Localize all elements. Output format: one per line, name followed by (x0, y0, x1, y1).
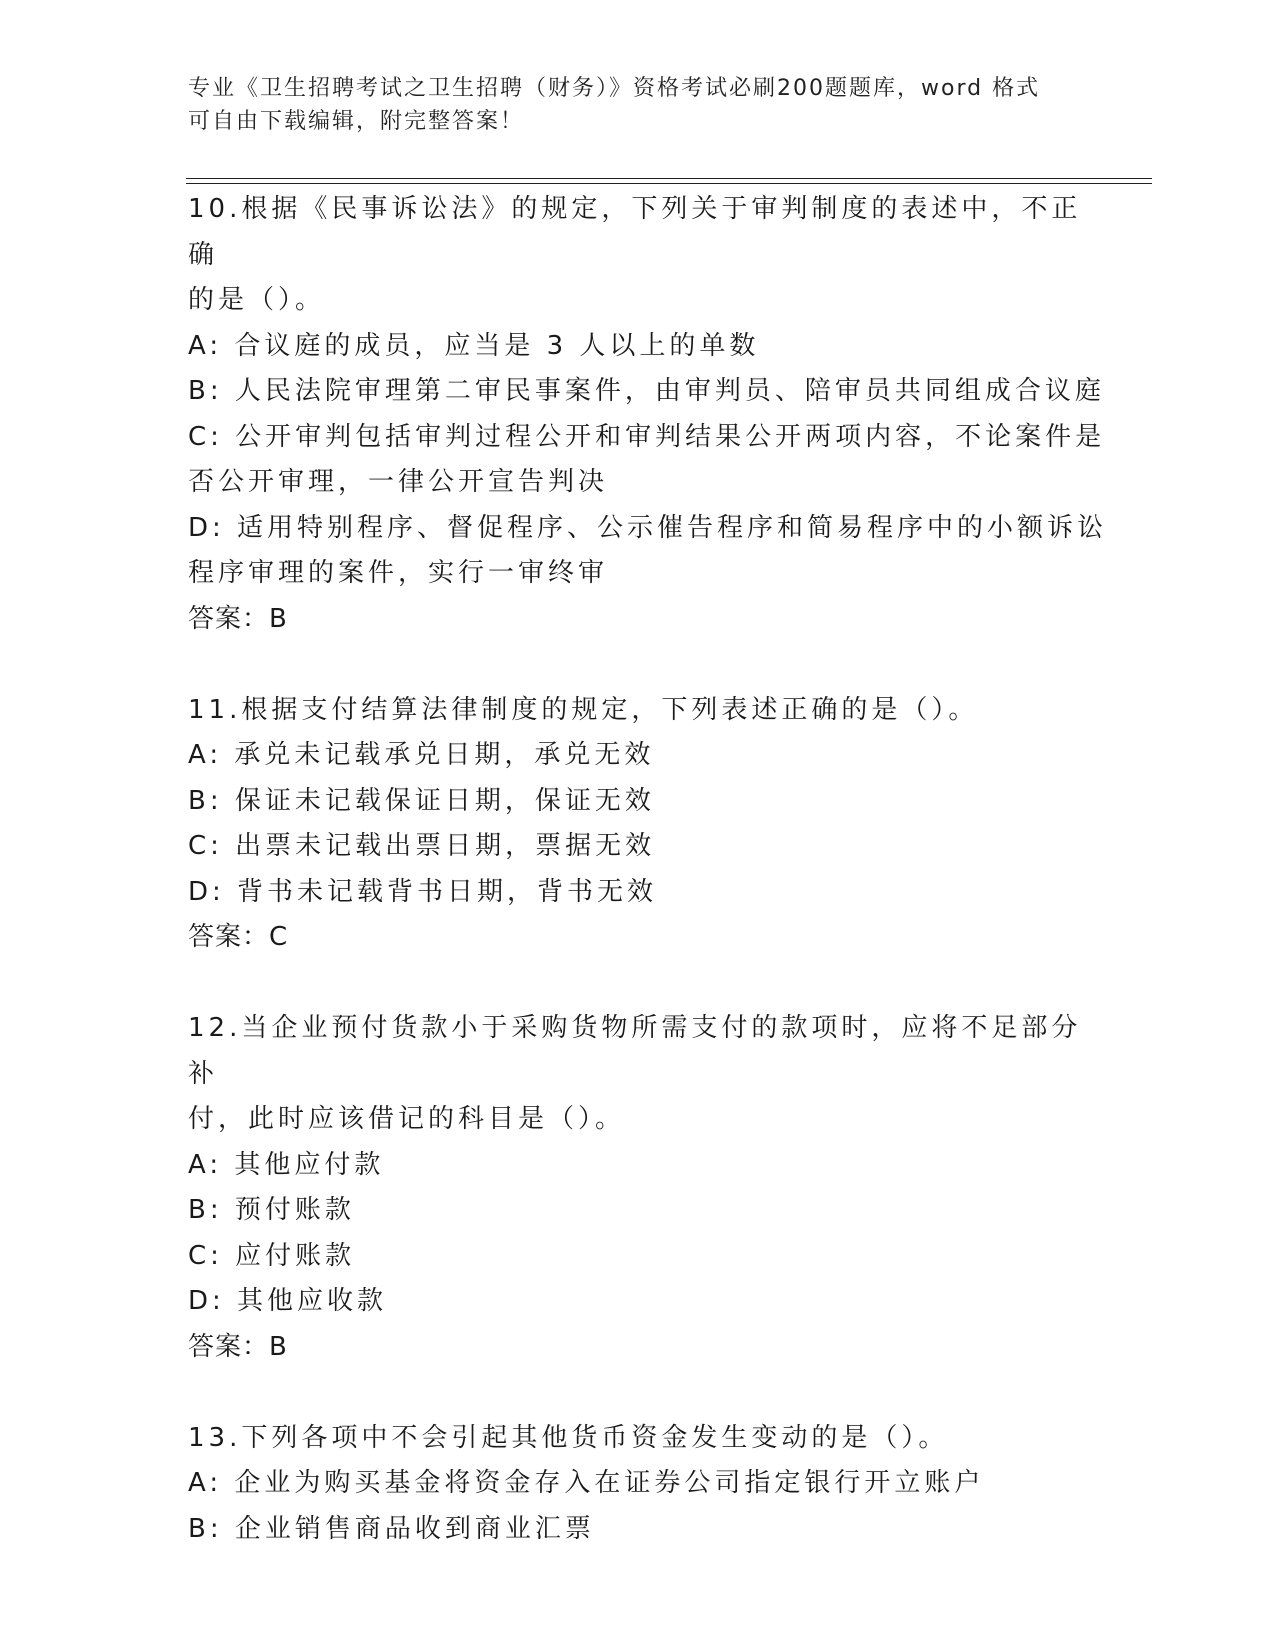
question-list (188, 187, 1108, 1552)
option-line: A: 承兑未记载承兑日期，承兑无效 (188, 740, 655, 770)
option-line: C: 出票未记载出票日期，票据无效 (188, 831, 656, 861)
question-stem-line: 13.下列各项中不会引起其他货币资金发生变动的是（）。 (188, 1422, 949, 1453)
header-divider-bottom (186, 183, 1152, 184)
question-stem-line: 的是（）。 (188, 285, 326, 315)
question-spacer (188, 961, 1088, 1007)
answer-line: 答案：C (188, 922, 289, 952)
question-block (188, 1006, 1088, 1370)
question-stem-line: 12.当企业预付货款小于采购货物所需支付的款项时，应将不足部分补 (188, 1013, 1082, 1089)
answer-line: 答案：B (188, 1331, 288, 1362)
question-stem-line: 10.根据《民事诉讼法》的规定，下列关于审判制度的表述中，不正确 (188, 194, 1082, 270)
question-spacer (188, 642, 1088, 688)
question-spacer (188, 1370, 1088, 1416)
option-line: B: 预付账款 (188, 1195, 355, 1225)
header-divider-top (186, 178, 1152, 179)
question-block (188, 187, 1108, 642)
option-line: B: 企业销售商品收到商业汇票 (188, 1513, 595, 1544)
option-line: D: 适用特别程序、督促程序、公示催告程序和简易程序中的小额诉讼 (188, 512, 1108, 543)
question-stem-line: 11.根据支付结算法律制度的规定，下列表述正确的是（）。 (188, 694, 979, 725)
option-line: C: 公开审判包括审判过程公开和审判结果公开两项内容，不论案件是 (188, 421, 1106, 452)
option-line: A: 合议庭的成员，应当是 3 人以上的单数 (188, 330, 760, 361)
document-header (188, 72, 1088, 138)
question-stem-line: 付，此时应该借记的科目是（）。 (188, 1104, 626, 1134)
question-block (188, 1416, 1088, 1553)
answer-line: 答案：B (188, 603, 288, 634)
option-line: 否公开审理，一律公开宣告判决 (188, 467, 609, 497)
option-line: A: 企业为购买基金将资金存入在证券公司指定银行开立账户 (188, 1468, 985, 1498)
option-line: C: 应付账款 (188, 1240, 356, 1271)
option-line: B: 人民法院审理第二审民事案件，由审判员、陪审员共同组成合议庭 (188, 376, 1105, 406)
option-line: D: 背书未记载背书日期，背书无效 (188, 876, 658, 907)
option-line: A: 其他应付款 (188, 1149, 385, 1180)
question-block (188, 688, 1088, 961)
option-line: B: 保证未记载保证日期，保证无效 (188, 785, 655, 816)
option-line: D: 其他应收款 (188, 1286, 388, 1316)
option-line: 程序审理的案件，实行一审终审 (188, 558, 609, 588)
header-line-1: 专业《卫生招聘考试之卫生招聘（财务）》资格考试必刷200题题库，word 格式 (188, 76, 1041, 101)
header-line-2: 可自由下载编辑，附完整答案！ (188, 109, 525, 134)
